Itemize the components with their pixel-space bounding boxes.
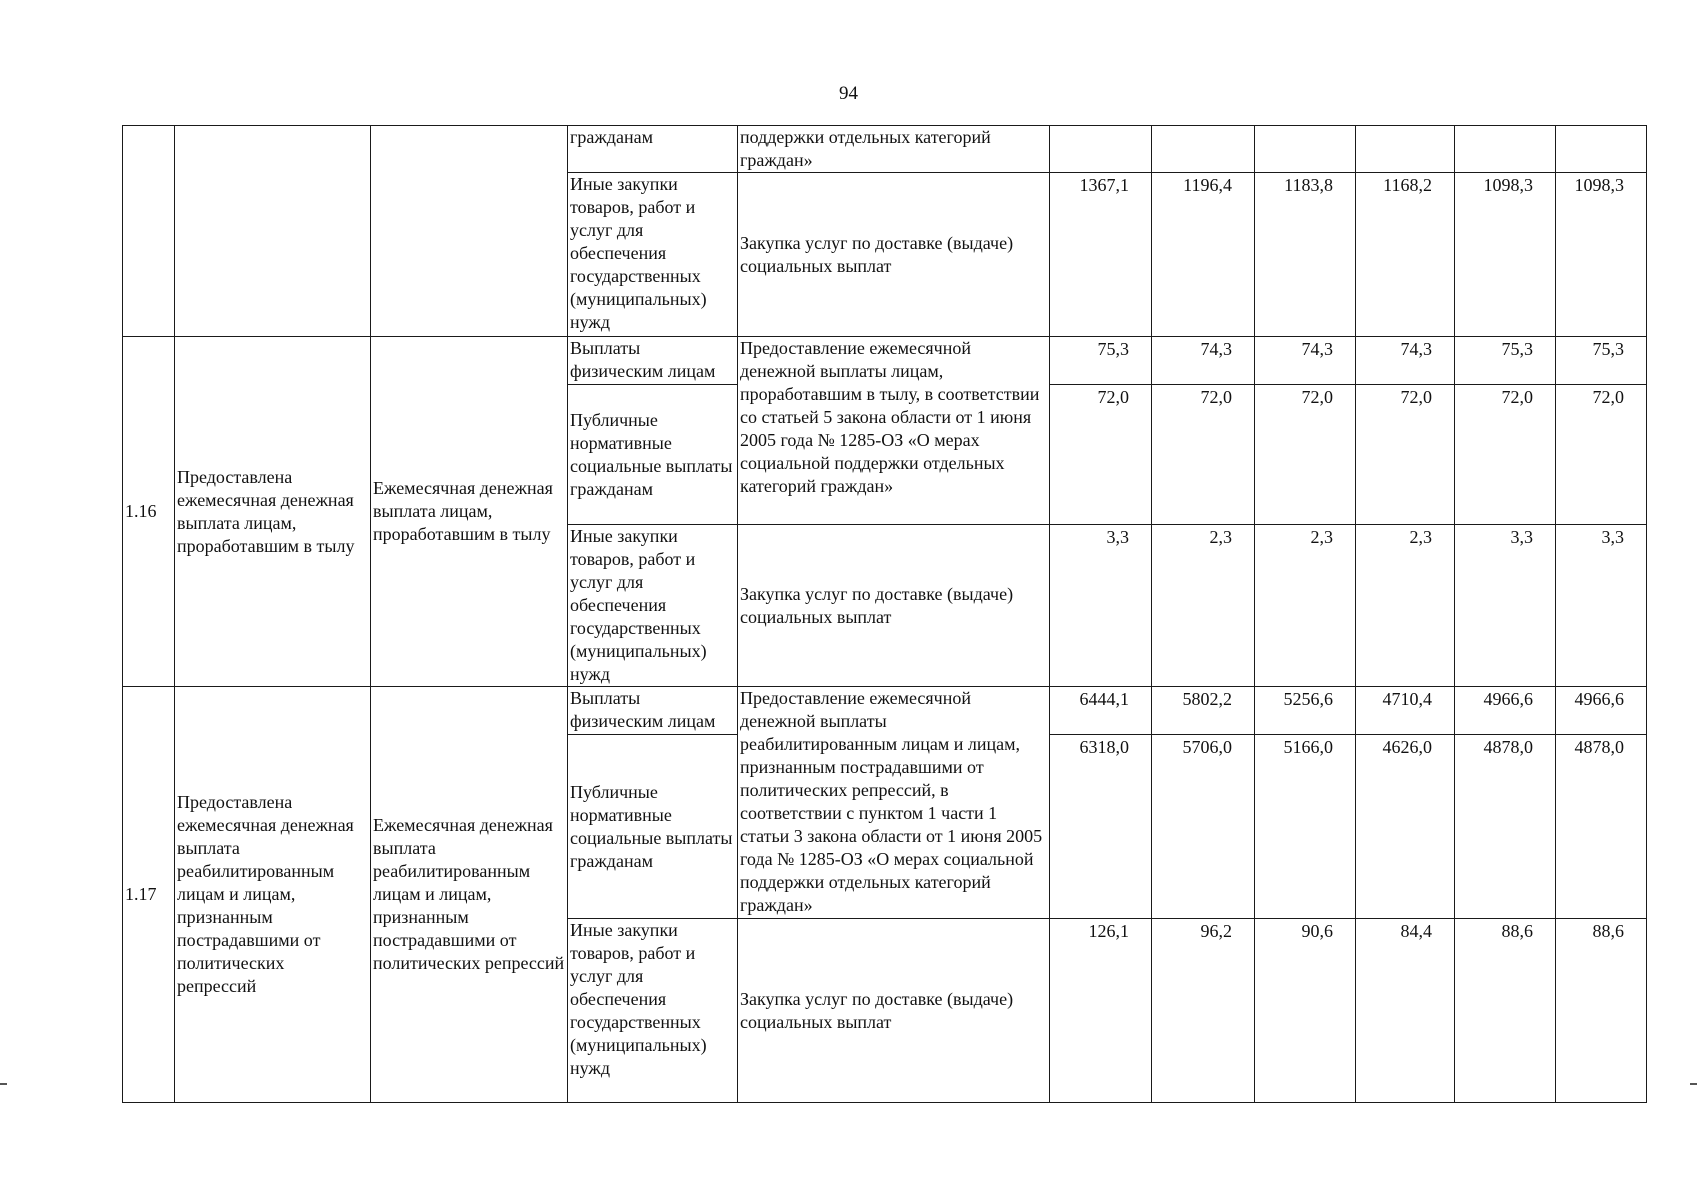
value-cell: 6444,1 xyxy=(1050,687,1152,735)
value-cell: 1367,1 xyxy=(1050,173,1152,337)
measure-cell xyxy=(371,126,568,337)
scan-mark xyxy=(0,1083,7,1085)
expense-type-cell: Иные закупки товаров, работ и услуг для обеспечения государственных (муниципальных) нужд xyxy=(568,919,738,1103)
value-cell: 74,3 xyxy=(1356,337,1455,385)
value-cell: 88,6 xyxy=(1556,919,1647,1103)
value-cell: 75,3 xyxy=(1556,337,1647,385)
expense-direction-cell: Закупка услуг по доставке (выдаче) социальных выплат xyxy=(738,919,1050,1103)
table-row xyxy=(123,337,1647,385)
row-number-cell xyxy=(123,126,175,337)
expense-direction-cell: Предоставление ежемесячной денежной выплаты лицам, проработавшим в тылу, в соответствии со статьей 5 закона области от 1 июня 2005 года № 1285-ОЗ «О мерах социальной поддержки отдельных категорий граждан» xyxy=(738,337,1050,525)
value-cell: 3,3 xyxy=(1556,525,1647,687)
row-number-cell: 1.17 xyxy=(123,687,175,1103)
value-cell: 74,3 xyxy=(1255,337,1356,385)
value-cell: 90,6 xyxy=(1255,919,1356,1103)
value-cell: 74,3 xyxy=(1152,337,1255,385)
scan-mark xyxy=(1690,1083,1697,1085)
value-cell: 88,6 xyxy=(1455,919,1556,1103)
value-cell: 96,2 xyxy=(1152,919,1255,1103)
expense-type-cell: Выплаты физическим лицам xyxy=(568,687,738,735)
value-cell: 4878,0 xyxy=(1556,735,1647,919)
value-cell: 72,0 xyxy=(1050,385,1152,525)
value-cell: 5706,0 xyxy=(1152,735,1255,919)
result-cell: Предоставлена ежемесячная денежная выплата реабилитированным лицам и лицам, признанным пострадавшими от политических репрессий xyxy=(175,687,371,1103)
expense-type-cell: Публичные нормативные социальные выплаты гражданам xyxy=(568,385,738,525)
value-cell: 1183,8 xyxy=(1255,173,1356,337)
value-cell: 1196,4 xyxy=(1152,173,1255,337)
page-number: 94 xyxy=(839,83,858,104)
value-cell xyxy=(1356,126,1455,173)
expense-type-cell: гражданам xyxy=(568,126,738,173)
measure-cell: Ежемесячная денежная выплата реабилитированным лицам и лицам, признанным пострадавшими от политических репрессий xyxy=(371,687,568,1103)
value-cell: 4966,6 xyxy=(1455,687,1556,735)
expense-type-cell: Иные закупки товаров, работ и услуг для обеспечения государственных (муниципальных) нужд xyxy=(568,173,738,337)
value-cell xyxy=(1556,126,1647,173)
value-cell: 72,0 xyxy=(1455,385,1556,525)
expense-type-cell: Публичные нормативные социальные выплаты гражданам xyxy=(568,735,738,919)
value-cell: 2,3 xyxy=(1152,525,1255,687)
measure-cell: Ежемесячная денежная выплата лицам, проработавшим в тылу xyxy=(371,337,568,687)
value-cell: 1098,3 xyxy=(1455,173,1556,337)
value-cell: 2,3 xyxy=(1255,525,1356,687)
value-cell: 5256,6 xyxy=(1255,687,1356,735)
expense-direction-cell: Предоставление ежемесячной денежной выплаты реабилитированным лицам и лицам, признанным пострадавшими от политических репрессий, в соответствии с пунктом 1 части 1 статьи 3 закона области от 1 июня 2005 года № 1285-ОЗ «О мерах социальной поддержки отдельных категорий граждан» xyxy=(738,687,1050,919)
value-cell: 126,1 xyxy=(1050,919,1152,1103)
value-cell xyxy=(1050,126,1152,173)
value-cell: 1168,2 xyxy=(1356,173,1455,337)
expense-type-cell: Выплаты физическим лицам xyxy=(568,337,738,385)
expense-type-cell: Иные закупки товаров, работ и услуг для обеспечения государственных (муниципальных) нужд xyxy=(568,525,738,687)
expense-direction-cell: Закупка услуг по доставке (выдаче) социальных выплат xyxy=(738,525,1050,687)
table-row xyxy=(123,687,1647,735)
value-cell: 4710,4 xyxy=(1356,687,1455,735)
expense-direction-cell: поддержки отдельных категорий граждан» xyxy=(738,126,1050,173)
value-cell: 84,4 xyxy=(1356,919,1455,1103)
value-cell: 4626,0 xyxy=(1356,735,1455,919)
value-cell: 5802,2 xyxy=(1152,687,1255,735)
value-cell: 3,3 xyxy=(1455,525,1556,687)
value-cell: 72,0 xyxy=(1255,385,1356,525)
expense-direction-cell: Закупка услуг по доставке (выдаче) социальных выплат xyxy=(738,173,1050,337)
value-cell: 75,3 xyxy=(1050,337,1152,385)
value-cell: 2,3 xyxy=(1356,525,1455,687)
value-cell: 72,0 xyxy=(1556,385,1647,525)
value-cell: 1098,3 xyxy=(1556,173,1647,337)
value-cell: 4966,6 xyxy=(1556,687,1647,735)
value-cell: 3,3 xyxy=(1050,525,1152,687)
row-number-cell: 1.16 xyxy=(123,337,175,687)
value-cell: 4878,0 xyxy=(1455,735,1556,919)
value-cell: 75,3 xyxy=(1455,337,1556,385)
budget-table xyxy=(122,125,1647,1103)
value-cell xyxy=(1152,126,1255,173)
result-cell: Предоставлена ежемесячная денежная выплата лицам, проработавшим в тылу xyxy=(175,337,371,687)
value-cell xyxy=(1255,126,1356,173)
value-cell: 72,0 xyxy=(1152,385,1255,525)
value-cell: 6318,0 xyxy=(1050,735,1152,919)
table-row xyxy=(123,126,1647,173)
value-cell: 5166,0 xyxy=(1255,735,1356,919)
result-cell xyxy=(175,126,371,337)
value-cell: 72,0 xyxy=(1356,385,1455,525)
value-cell xyxy=(1455,126,1556,173)
